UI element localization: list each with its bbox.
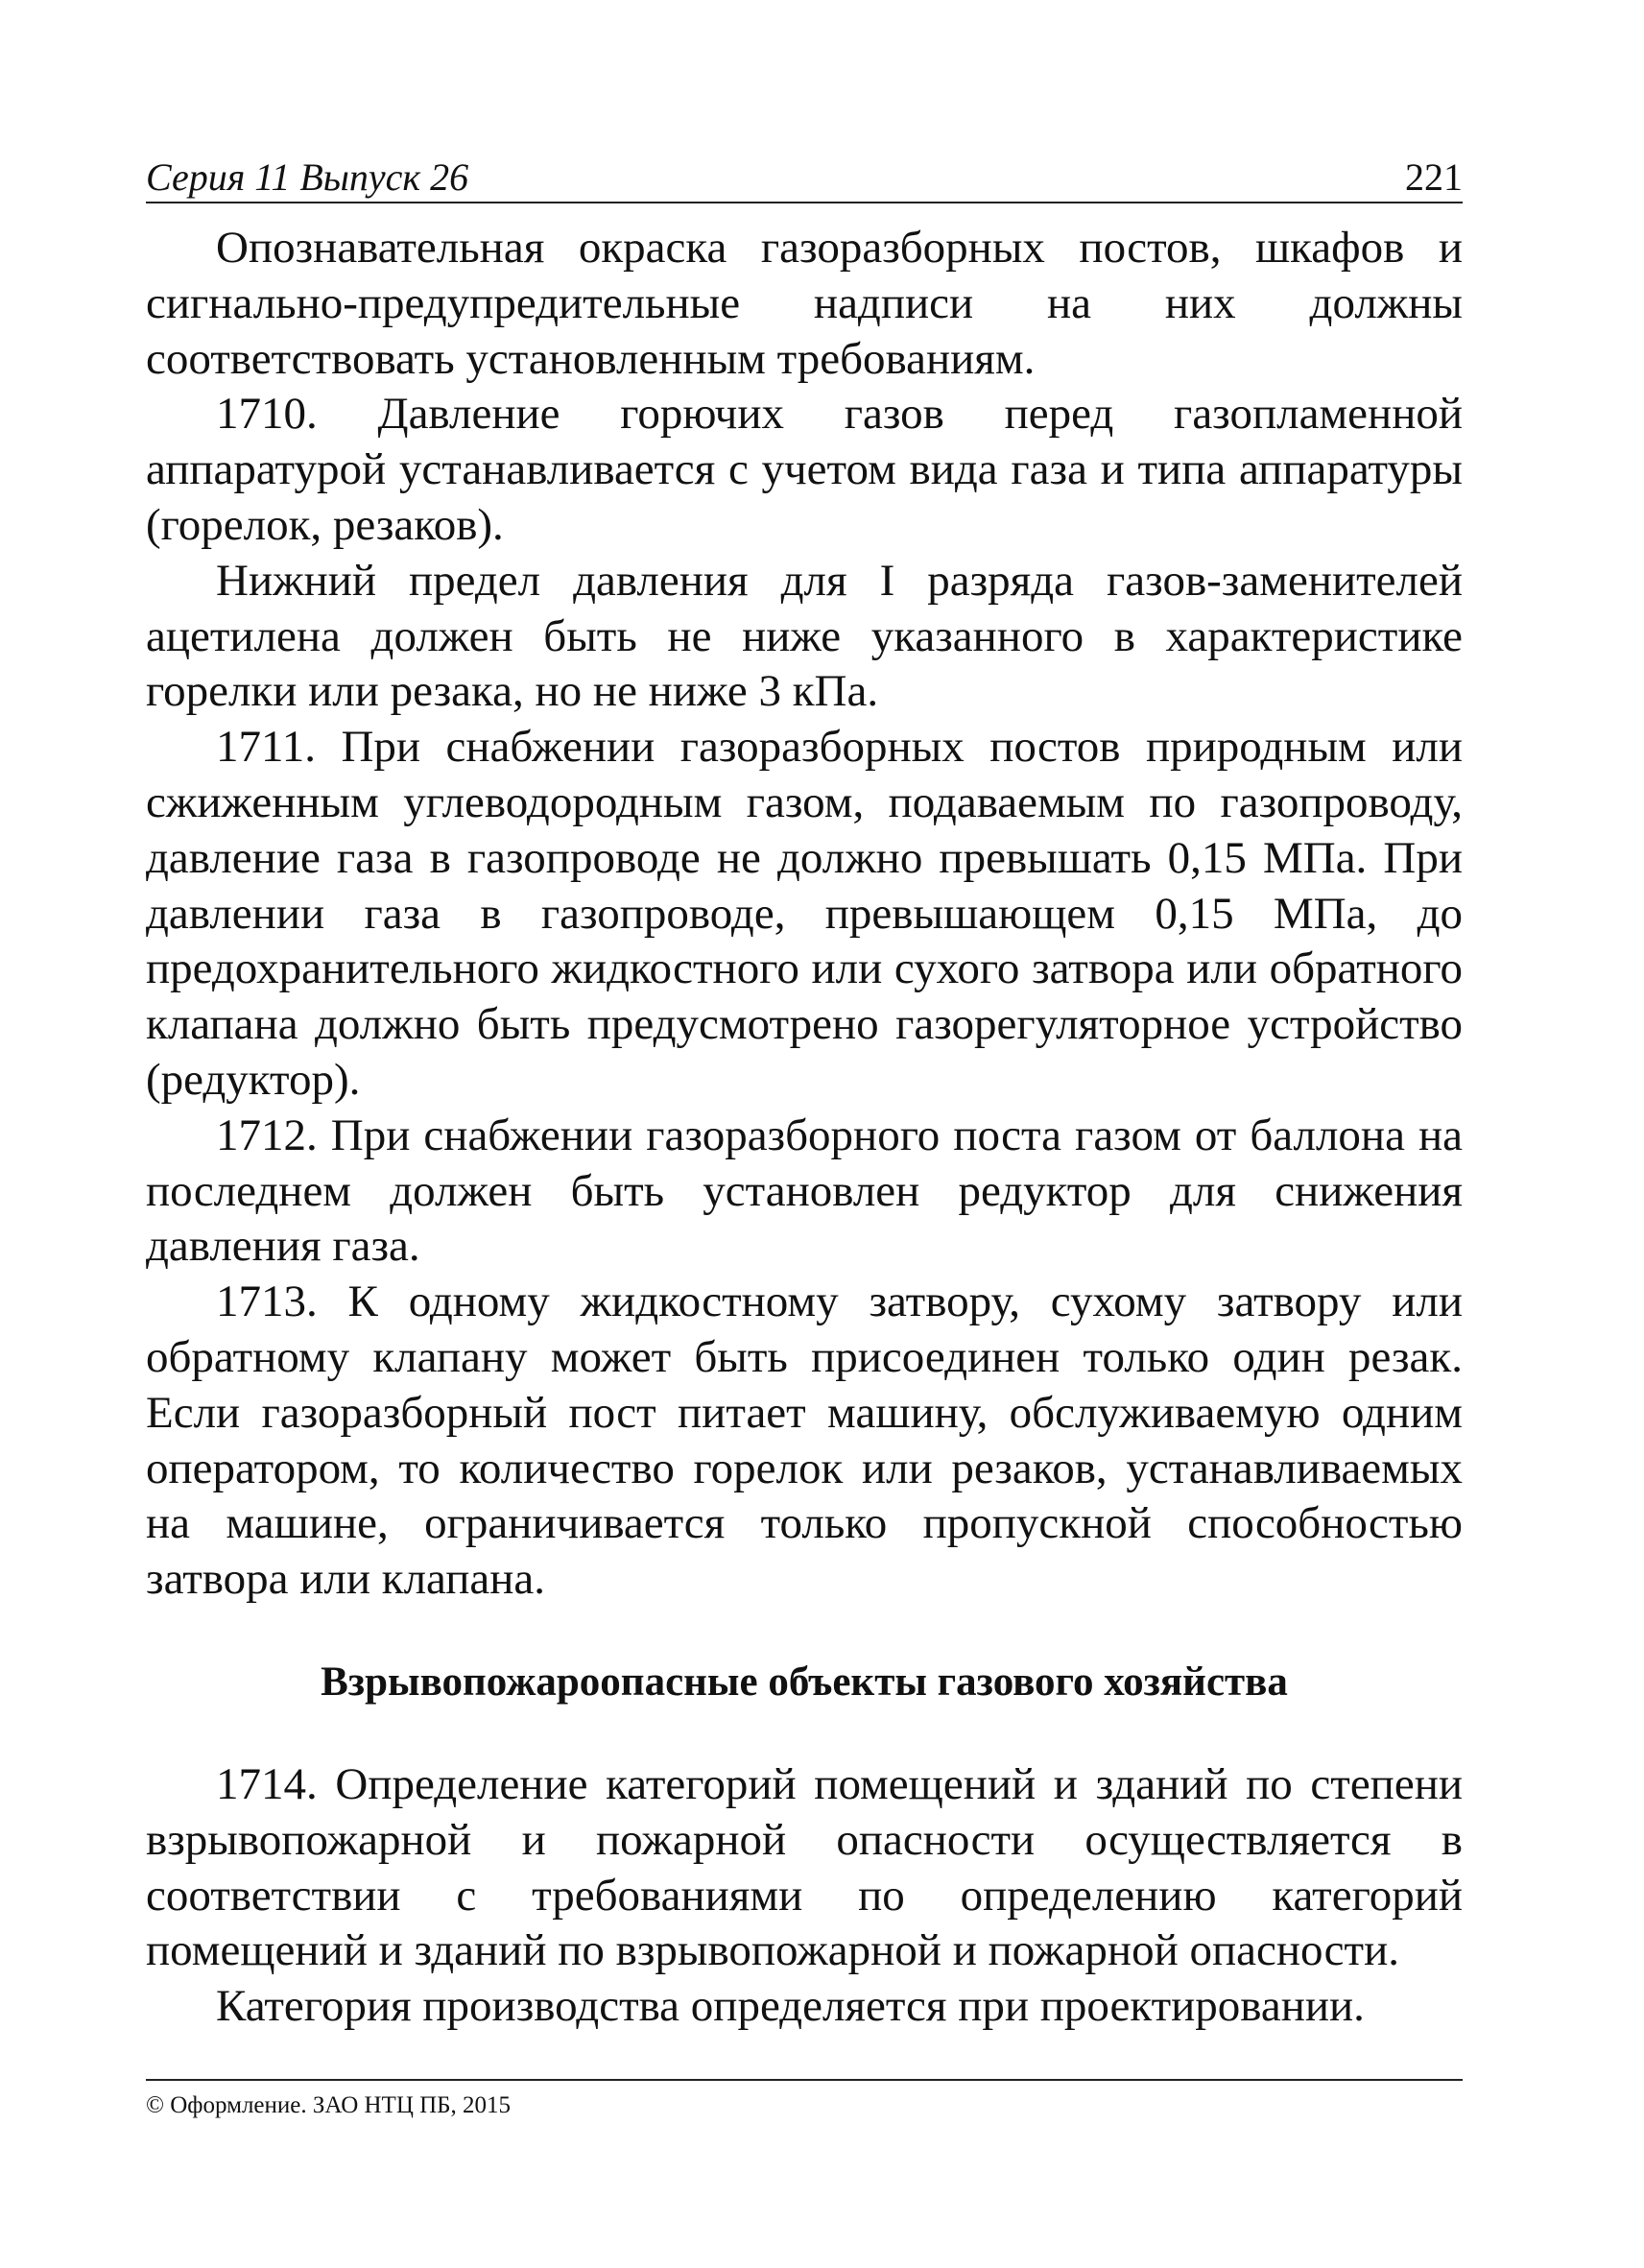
paragraph: Категория производства определяется при проектировании. [216, 1981, 1365, 2032]
paragraph: Нижний предел давления для I разряда газов-заменителей ацетилена должен быть не ниже указанного в характеристике горелки или резака, но не ниже 3 кПа. [146, 555, 1463, 717]
copyright-text: © Оформление. ЗАО НТЦ ПБ, 2015 [146, 2092, 512, 2118]
paragraph-1712: 1712. При снабжении газоразборного поста газом от баллона на последнем должен быть установлен редуктор для снижения давления газа. [146, 1110, 1463, 1272]
section-heading: Взрывопожароопасные объекты газового хозяйства [321, 1659, 1288, 1705]
paragraph-1713: 1713. К одному жидкостному затвору, сухому затвору или обратному клапану может быть присоединен только один резак. Если газоразборный пост питает машину, обслуживаемую одним оператором, то количество горелок или резаков, устанавливаемых на машине, ограничивается только пропускной способностью затвора или клапана. [146, 1277, 1463, 1605]
series-label: Серия 11 Выпуск 26 [146, 155, 469, 199]
paragraph-1711: 1711. При снабжении газоразборных постов природным или сжиженным углеводородным газом, подаваемым по газопроводу, давление газа в газопроводе не должно превышать 0,15 МПа. При давлении газа в газопроводе, превышающем 0,15 МПа, до предохранительного жидкостного или сухого затвора или обратного клапана должно быть предусмотрено газорегуляторное устройство (редуктор). [146, 722, 1463, 1105]
paragraph: Опознавательная окраска газоразборных постов, шкафов и сигнально-предупредительные надписи на них должны соответствовать установленным требованиям. [146, 223, 1463, 384]
page-number: 221 [1405, 155, 1463, 199]
paragraph-1710: 1710. Давление горючих газов перед газопламенной аппаратурой устанавливается с учетом вида газа и типа аппаратуры (горелок, резаков). [146, 389, 1463, 550]
body-text [146, 221, 1463, 2035]
footer [146, 2079, 1463, 2121]
paragraph-1714: 1714. Определение категорий помещений и зданий по степени взрывопожарной и пожарной опасности осуществляется в соответствии с требованиями по определению категорий помещений и зданий по взрывопожарной и пожарной опасности. [146, 1758, 1463, 1976]
page-header [146, 154, 1463, 203]
